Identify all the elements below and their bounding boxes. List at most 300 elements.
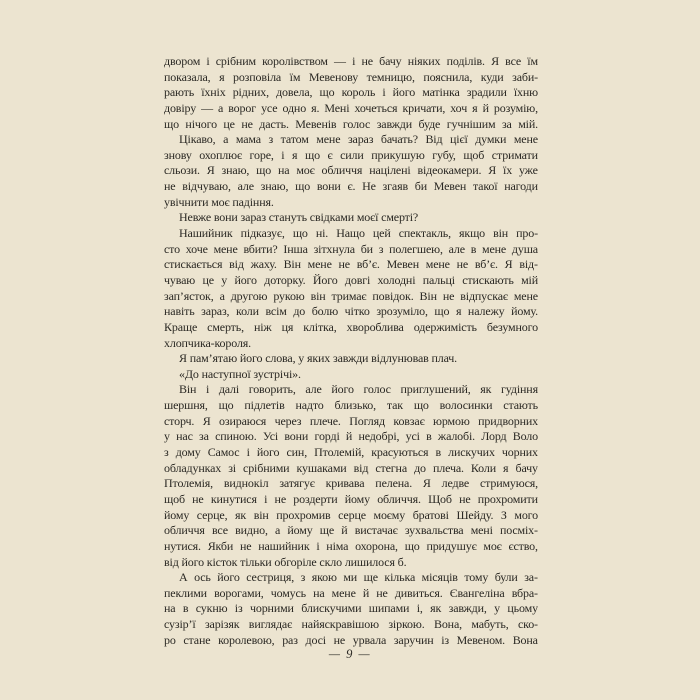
word: виднокіл: [223, 476, 269, 491]
word: недобрі,: [358, 429, 400, 444]
word: його: [256, 445, 280, 460]
word: щоб: [463, 147, 485, 162]
word: завжди,: [448, 601, 487, 616]
word: і: [281, 147, 285, 162]
word: й: [362, 585, 370, 600]
word: довіру: [164, 100, 197, 115]
word: не: [376, 585, 388, 600]
word: серце: [338, 507, 366, 522]
word: бачу: [379, 54, 402, 68]
word: за: [199, 429, 209, 444]
word: стане: [183, 632, 211, 647]
text-line: [164, 242, 538, 258]
word: що: [304, 147, 320, 162]
word: мені: [470, 523, 493, 538]
word: не: [338, 257, 350, 272]
word: Шейду.: [456, 507, 494, 522]
word: за-: [524, 570, 538, 585]
word: зі: [228, 460, 236, 475]
word: видно,: [235, 523, 268, 538]
word: красуються: [371, 445, 429, 460]
word: не: [459, 491, 471, 506]
word: мій: [521, 272, 538, 287]
text-line: [164, 273, 538, 289]
word: придворних: [478, 413, 538, 428]
word: але: [237, 179, 254, 194]
word: я: [292, 147, 298, 162]
word: мене: [482, 241, 507, 256]
word: безумного: [486, 319, 538, 334]
word: стегна: [375, 460, 408, 475]
word: підлетів: [244, 398, 285, 413]
word: а: [219, 288, 225, 303]
paragraph: [164, 210, 538, 226]
paragraph: [164, 382, 538, 570]
text-line: від його кісток тільки обгоріле скло лишилося б.: [164, 554, 407, 569]
word: А: [179, 570, 188, 585]
word: єство,: [508, 538, 538, 553]
word: братові: [412, 507, 449, 522]
word: нічого: [185, 116, 217, 131]
word: Він: [179, 382, 197, 397]
paragraph: [164, 351, 538, 367]
word: з: [268, 132, 274, 147]
word: вбити?: [243, 241, 278, 256]
word: чітко: [344, 304, 370, 319]
word: підказує,: [240, 226, 285, 241]
word: полегшею,: [389, 241, 443, 256]
text-line: [164, 508, 538, 524]
word: всім: [265, 304, 287, 319]
word: пальці: [422, 272, 455, 287]
text-line: [164, 132, 538, 148]
word: що: [218, 398, 234, 413]
word: такої: [472, 179, 498, 194]
word: усі: [405, 429, 420, 444]
word: мене: [513, 132, 538, 147]
word: їхніх: [201, 85, 226, 100]
word: так: [386, 398, 403, 413]
word: ворогами,: [214, 585, 264, 600]
word: Євангеліна: [449, 585, 505, 600]
word: не: [274, 491, 286, 506]
word: від: [229, 257, 244, 272]
word: придушує: [426, 538, 477, 553]
word: у: [221, 272, 228, 287]
word: лискучих: [448, 445, 495, 460]
word: стискають: [462, 272, 514, 287]
word: стискається: [164, 257, 223, 272]
word: прохромити: [477, 491, 538, 506]
word: що: [164, 116, 179, 131]
word: довела,: [276, 85, 313, 100]
word: є: [327, 147, 333, 162]
word: заби-: [512, 69, 538, 84]
word: Цікаво,: [179, 132, 216, 147]
word: що: [319, 85, 335, 100]
word: ось: [194, 570, 211, 585]
word: зіркою.: [388, 617, 425, 632]
word: завжди: [376, 116, 413, 131]
word: за: [501, 116, 512, 131]
word: усе: [261, 100, 278, 115]
word: націлені: [369, 163, 411, 178]
word: пелена.: [375, 476, 413, 491]
word: Лорд: [481, 429, 507, 444]
word: їм: [527, 54, 538, 68]
word: З: [500, 507, 507, 522]
text-line: [164, 54, 538, 70]
word: від-: [519, 257, 538, 272]
word: ще: [319, 523, 335, 538]
word: зітхнула: [313, 241, 355, 256]
word: коли: [236, 304, 259, 319]
word: не: [442, 288, 455, 303]
text-line: [164, 117, 538, 133]
word: і: [316, 538, 320, 553]
text-line: [164, 101, 538, 117]
word: болю: [311, 304, 339, 319]
word: роздерти: [293, 491, 338, 506]
word: юрмою: [433, 413, 470, 428]
word: до: [414, 460, 426, 475]
word: у: [494, 601, 501, 616]
word: не: [164, 179, 176, 194]
word: доторку.: [264, 272, 306, 287]
word: йому.: [511, 304, 538, 319]
word: і: [205, 382, 210, 397]
word: чуваю: [164, 272, 196, 287]
word: шершня,: [164, 398, 208, 413]
word: зарізяк: [204, 617, 240, 632]
word: чорними: [249, 601, 294, 616]
word: голос: [363, 382, 391, 397]
word: озираюся: [219, 413, 267, 428]
word: раз: [282, 632, 298, 647]
word: Мевеном.: [456, 632, 506, 647]
word: а: [275, 523, 281, 538]
word: урвала: [352, 632, 387, 647]
text-line: [164, 476, 538, 492]
word: в: [426, 429, 432, 444]
word: Погляд: [349, 413, 385, 428]
word: матінка: [422, 85, 460, 100]
word: рукою: [273, 288, 305, 303]
word: срібним: [215, 54, 256, 68]
word: хочеться: [354, 100, 398, 115]
text-line: [164, 226, 538, 242]
word: Я: [206, 163, 215, 178]
word: і: [352, 54, 356, 68]
word: як: [235, 507, 247, 522]
word: гудіння: [501, 382, 538, 397]
word: приглушений,: [400, 382, 471, 397]
word: були: [494, 570, 518, 585]
word: відпускає: [460, 288, 508, 303]
word: Я: [504, 257, 513, 272]
word: одно: [282, 100, 307, 115]
word: у: [164, 429, 170, 444]
text-line: «До наступної зустрічі».: [179, 366, 301, 381]
word: а: [223, 132, 229, 147]
word: смерть,: [207, 319, 244, 334]
word: —: [201, 100, 213, 115]
word: ніж: [253, 319, 272, 334]
word: я: [472, 100, 478, 115]
word: охоплює: [199, 147, 242, 162]
word: йому: [344, 491, 370, 506]
paragraph: [164, 132, 538, 210]
word: його: [217, 570, 240, 585]
word: моє: [296, 163, 315, 178]
word: горе,: [249, 147, 274, 162]
word: стримати: [491, 147, 538, 162]
word: цьому: [507, 601, 538, 616]
paragraph: [164, 367, 538, 383]
word: ледве: [441, 476, 470, 491]
word: плеча.: [432, 460, 464, 475]
word: волосинки: [439, 398, 493, 413]
word: уже: [518, 163, 538, 178]
word: не: [333, 632, 346, 647]
word: зараз: [347, 132, 374, 147]
word: не: [241, 116, 253, 131]
word: спектакль,: [398, 226, 451, 241]
word: не: [456, 257, 469, 272]
word: поділів.: [446, 54, 485, 68]
word: близько,: [334, 398, 376, 413]
word: розумію,: [493, 100, 538, 115]
word: про-: [516, 226, 538, 241]
word: ні.: [315, 226, 329, 241]
word: обладунках: [164, 460, 222, 475]
word: гучнішим: [446, 116, 496, 131]
word: знаю,: [221, 163, 250, 178]
word: стають: [503, 398, 538, 413]
word: їх: [503, 163, 513, 178]
word: сили: [340, 147, 364, 162]
word: Мевен: [433, 179, 467, 194]
word: королівством: [262, 54, 328, 68]
word: якщо: [459, 226, 486, 241]
word: зухвальства: [404, 523, 464, 538]
word: в: [182, 601, 189, 616]
word: цієї: [450, 132, 468, 147]
word: як: [430, 601, 442, 616]
word: прикушую: [371, 147, 425, 162]
word: кушаками: [296, 460, 347, 475]
word: мій.: [518, 116, 538, 131]
text-line: [164, 289, 538, 305]
word: Нашийник: [179, 226, 233, 241]
word: я: [455, 304, 462, 319]
word: відеокамери.: [417, 163, 482, 178]
word: зрадили: [466, 85, 507, 100]
word: з: [378, 241, 384, 256]
word: зрозуміло,: [376, 304, 428, 319]
word: чомусь: [270, 585, 306, 600]
word: що: [413, 398, 429, 413]
word: горді: [314, 429, 340, 444]
text-line: хлопчика-короля.: [164, 335, 252, 350]
text-line: [164, 539, 538, 555]
word: одержимість: [413, 319, 477, 334]
word: не: [239, 538, 252, 553]
word: мене: [513, 288, 538, 303]
word: срібними: [243, 460, 290, 475]
word: ско-: [517, 617, 538, 632]
word: другою: [230, 288, 268, 303]
word: хвороблива: [346, 319, 404, 334]
word: й: [482, 100, 489, 115]
word: королевою,: [218, 632, 275, 647]
word: хоч: [450, 100, 468, 115]
word: навіть: [164, 304, 195, 319]
word: Від: [425, 132, 443, 147]
word: дивиться.: [394, 585, 443, 600]
word: вони: [316, 179, 341, 194]
word: зараз,: [201, 304, 230, 319]
text-line: [164, 617, 538, 633]
word: вбра-: [511, 585, 538, 600]
word: і: [382, 85, 386, 100]
word: Коли: [470, 460, 496, 475]
word: двором: [164, 54, 201, 68]
word: рідних,: [232, 85, 269, 100]
word: до: [293, 304, 306, 319]
word: досі: [305, 632, 326, 647]
word: хоче: [185, 241, 208, 256]
word: кричати,: [402, 100, 446, 115]
word: шипами: [368, 601, 410, 616]
word: мене: [316, 132, 341, 147]
word: його: [331, 382, 354, 397]
word: зап’ясток,: [164, 288, 214, 303]
word: клітка,: [303, 319, 337, 334]
word: через: [274, 413, 302, 428]
word: тому: [464, 570, 489, 585]
word: найяскравішою: [301, 617, 379, 632]
word: й: [341, 523, 348, 538]
word: але: [448, 241, 465, 256]
word: повідок.: [372, 288, 414, 303]
word: Щоб: [428, 491, 452, 506]
word: він: [310, 288, 326, 303]
word: розповіла: [232, 69, 282, 84]
word: він: [493, 226, 509, 241]
word: і: [264, 491, 268, 506]
word: заручин: [393, 632, 434, 647]
word: відчуваю,: [182, 179, 231, 194]
text-line: [164, 492, 538, 508]
word: і: [246, 445, 250, 460]
word: я: [219, 69, 225, 84]
word: вони: [284, 429, 309, 444]
word: сторч.: [164, 413, 195, 428]
word: сукню: [195, 601, 228, 616]
word: спиною.: [215, 429, 257, 444]
word: це: [223, 116, 235, 131]
word: Інша: [283, 241, 308, 256]
word: ро: [164, 632, 176, 647]
word: син,: [286, 445, 308, 460]
word: Мевенову: [308, 69, 359, 84]
word: душа: [511, 241, 538, 256]
word: говорить,: [248, 382, 296, 397]
word: ми: [343, 570, 358, 585]
word: що: [256, 163, 272, 178]
word: знову: [164, 147, 192, 162]
paragraph: [164, 226, 538, 351]
word: тримає: [331, 288, 367, 303]
word: а: [218, 100, 224, 115]
word: охорона,: [355, 538, 398, 553]
word: не: [361, 54, 373, 68]
word: Я: [202, 413, 211, 428]
word: й: [345, 429, 353, 444]
word: Мевен: [386, 257, 419, 272]
word: плече.: [309, 413, 341, 428]
word: татом: [280, 132, 309, 147]
word: надто: [295, 398, 324, 413]
word: ця: [281, 319, 294, 334]
word: Усі: [262, 429, 279, 444]
word: з: [300, 570, 306, 585]
word: показала,: [164, 69, 211, 84]
word: буде: [418, 116, 441, 131]
word: Воло: [512, 429, 538, 444]
word: що: [404, 538, 420, 553]
word: належу: [467, 304, 505, 319]
word: йому: [287, 523, 313, 538]
text-line: [164, 586, 538, 602]
word: його: [234, 272, 257, 287]
word: губу,: [432, 147, 456, 162]
word: Вона: [512, 632, 538, 647]
word: серце,: [196, 507, 228, 522]
word: стримуюся,: [479, 476, 538, 491]
word: голос: [342, 116, 371, 131]
word: від: [353, 460, 369, 475]
text-line: [164, 304, 538, 320]
text-line: [164, 414, 538, 430]
text-line: Невже вони зараз стануть свідками моєї смерті?: [179, 210, 419, 225]
word: якою: [311, 570, 337, 585]
word: мене: [213, 241, 238, 256]
word: я.: [311, 100, 320, 115]
word: йому: [164, 507, 190, 522]
word: я: [503, 460, 509, 475]
word: темницю,: [366, 69, 415, 84]
word: і: [206, 54, 210, 68]
word: бачать?: [380, 132, 418, 147]
text-line: [164, 382, 538, 398]
word: затягує: [279, 476, 315, 491]
word: моєму: [373, 507, 406, 522]
word: Не: [362, 179, 376, 194]
word: Нащо: [336, 226, 365, 241]
page-number: — 9 —: [328, 647, 372, 661]
word: думки: [475, 132, 507, 147]
word: чорних: [501, 445, 538, 460]
word: вб’є.: [474, 257, 498, 272]
word: Його: [312, 272, 338, 287]
word: Я: [491, 54, 499, 68]
word: Самос: [207, 445, 240, 460]
word: і,: [416, 601, 423, 616]
text-line: Я пам’ятаю його слова, у яких завжди відлунював плач.: [179, 351, 458, 366]
word: Птолемій,: [314, 445, 365, 460]
